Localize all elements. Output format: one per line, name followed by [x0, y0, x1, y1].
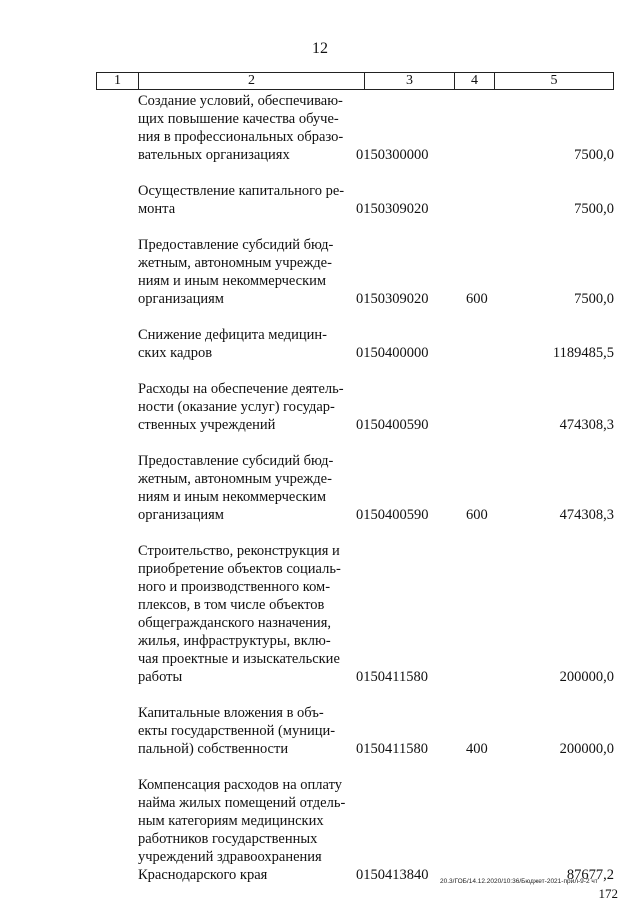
row-code: 0150300000 [356, 147, 429, 163]
page-number: 12 [312, 40, 328, 57]
row-description: Строительство, реконструкция и приобретение объектов социаль- ного и производственного ком- плексов, в том числе объектов общегражданского назначения, жилья, инфраструктуры, вклю- чая проектные и изыскательские работы [138, 543, 341, 685]
table-body [0, 92, 640, 902]
table-row [0, 776, 640, 884]
row-code: 0150309020 [356, 201, 429, 217]
table-row [0, 236, 640, 308]
row-type: 600 [466, 291, 488, 307]
table-row [0, 380, 640, 434]
row-code: 0150411580 [356, 741, 428, 757]
row-amount: 1189485,5 [552, 345, 614, 361]
header-col-1: 1 [97, 73, 139, 89]
table-row [0, 704, 640, 758]
row-amount: 7500,0 [574, 201, 614, 217]
row-code: 0150309020 [356, 291, 429, 307]
row-amount: 200000,0 [559, 741, 614, 757]
row-description: Снижение дефицита медицин- ских кадров [138, 327, 327, 361]
row-amount: 7500,0 [574, 291, 614, 307]
row-amount: 474308,3 [559, 507, 614, 523]
table-header-row [96, 72, 614, 90]
row-type: 600 [466, 507, 488, 523]
row-code: 0150411580 [356, 669, 428, 685]
row-amount: 87677,2 [566, 867, 614, 883]
row-description: Компенсация расходов на оплату найма жилых помещений отдель- ным категориям медицинских работников государственных учреждений здравоохранения Краснодарского края [138, 777, 346, 883]
header-col-5: 5 [550, 73, 558, 88]
row-description: Расходы на обеспечение деятель- ности (оказание услуг) государ- ственных учреждений [138, 381, 344, 433]
header-col-3: 3 [365, 73, 455, 89]
row-description: Предоставление субсидий бюд- жетным, автономным учрежде- ниям и иным некоммерческим организациям [138, 237, 334, 307]
table-row [0, 542, 640, 686]
sheet-number: 172 [598, 886, 618, 901]
row-description: Капитальные вложения в объ- екты государственной (муници- пальной) собственности [138, 705, 336, 757]
header-col-4: 4 [455, 73, 495, 89]
row-amount: 474308,3 [559, 417, 614, 433]
table-row [0, 326, 640, 362]
row-description: Создание условий, обеспечиваю- щих повышение качества обуче- ния в профессиональных образо- вательных организациях [138, 93, 344, 163]
row-code: 0150413840 [356, 867, 429, 883]
row-description: Осуществление капитального ре- монта [138, 183, 345, 217]
row-code: 0150400590 [356, 507, 429, 523]
table-row [0, 452, 640, 524]
table-row [0, 182, 640, 218]
table-row [0, 92, 640, 164]
row-amount: 200000,0 [559, 669, 614, 685]
row-code: 0150400000 [356, 345, 429, 361]
footer-stamp: 20.3/ГОБ/14.12.2020/10:36/Бюджет-2021-прил-9-2 чт [440, 878, 598, 885]
row-description: Предоставление субсидий бюд- жетным, автономным учрежде- ниям и иным некоммерческим организациям [138, 453, 334, 523]
header-col-2: 2 [139, 73, 365, 89]
row-code: 0150400590 [356, 417, 429, 433]
row-type: 400 [466, 741, 488, 757]
row-amount: 7500,0 [574, 147, 614, 163]
